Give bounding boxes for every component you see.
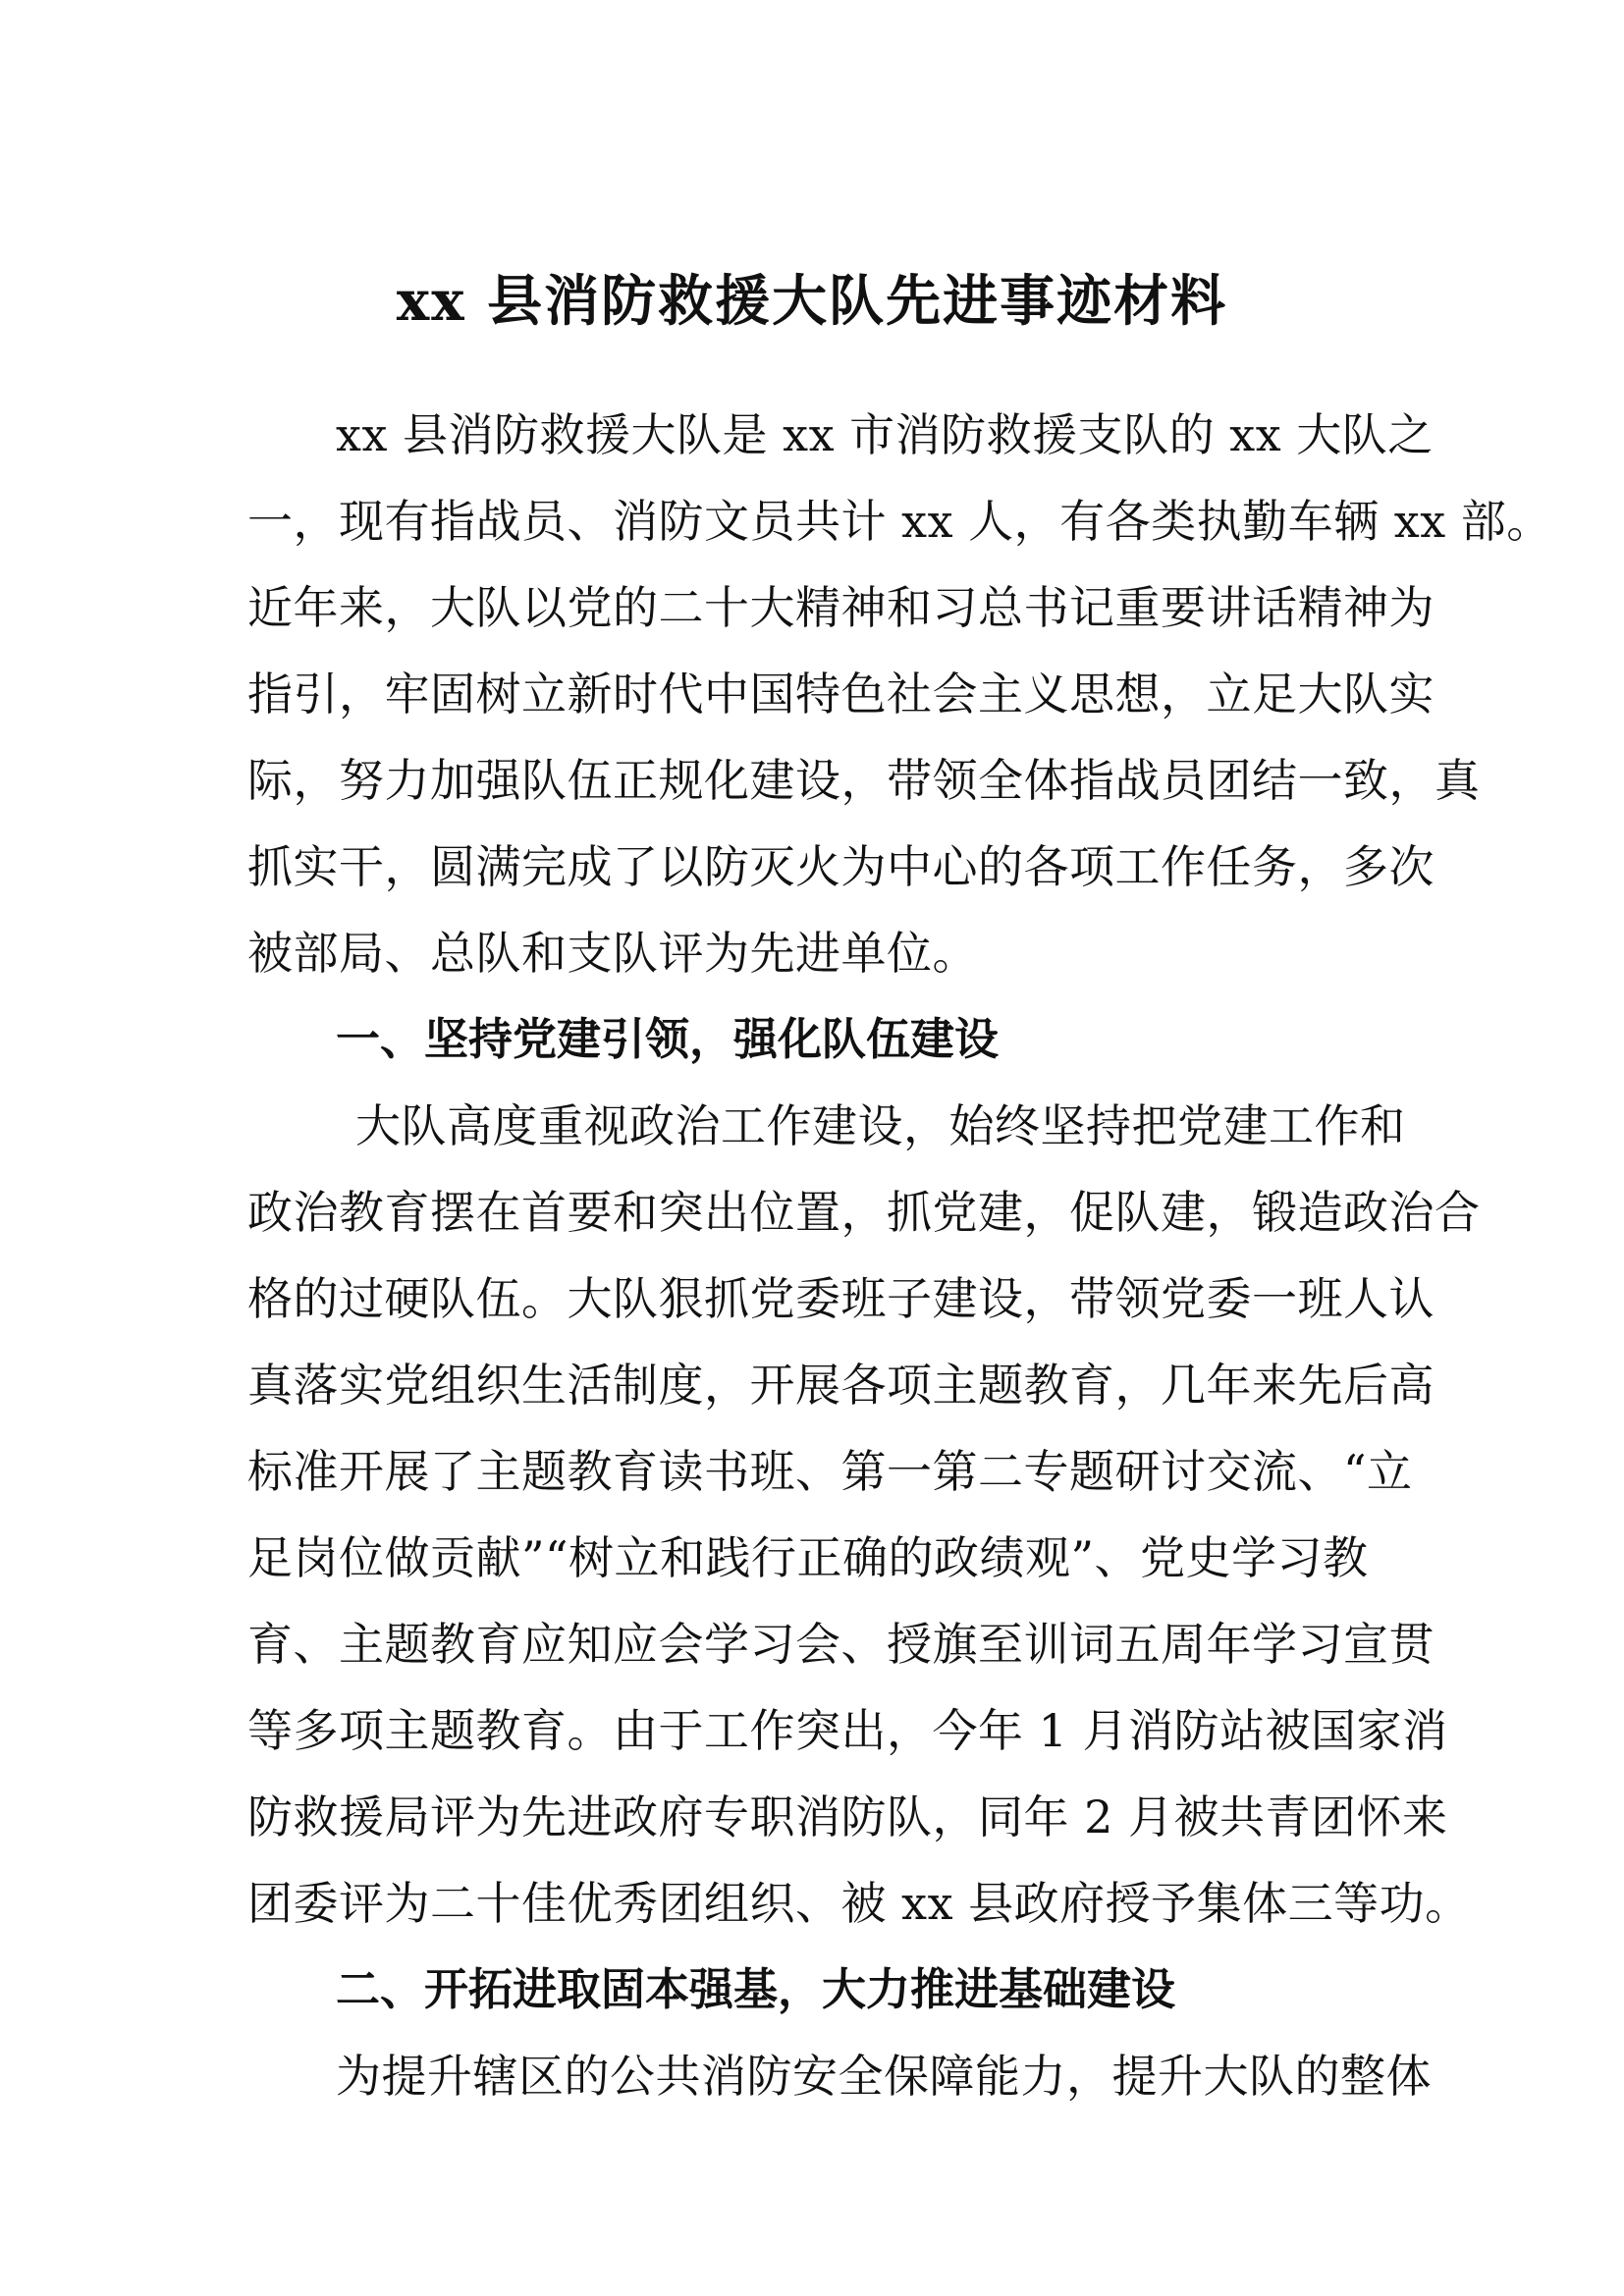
intro-line-5: 际，努力加强队伍正规化建设，带领全体指战员团结一致，真 [247,754,1481,807]
intro-line-4: 指引，牢固树立新时代中国特色社会主义思想，立足大队实 [247,667,1435,721]
intro-line-7: 被部局、总队和支队评为先进单位。 [247,927,978,980]
section-1-line-7: 育、主题教育应知应会学习会、授旗至训词五周年学习宣贯 [247,1618,1435,1671]
intro-line-3: 近年来，大队以党的二十大精神和习总书记重要讲话精神为 [247,581,1435,634]
document-title: xx 县消防救援大队先进事迹材料 [396,269,1228,334]
intro-line-6: 抓实干，圆满完成了以防灭火为中心的各项工作任务，多次 [247,840,1435,893]
section-1-line-6: 足岗位做贡献”“树立和践行正确的政绩观”、党史学习教 [247,1531,1369,1584]
section-1-line-9: 防救援局评为先进政府专职消防队，同年 2 月被共青团怀来 [247,1790,1448,1843]
section-1-line-10: 团委评为二十佳优秀团组织、被 xx 县政府授予集体三等功。 [247,1877,1471,1930]
section-1-line-4: 真落实党组织生活制度，开展各项主题教育，几年来先后高 [247,1359,1435,1412]
intro-line-2: 一，现有指战员、消防文员共计 xx 人，有各类执勤车辆 xx 部。 [247,495,1552,548]
section-2-heading: 二、开拓进取固本强基，大力推进基础建设 [336,1963,1176,2015]
section-1-line-8: 等多项主题教育。由于工作突出，今年 1 月消防站被国家消 [247,1704,1448,1757]
section-2-line-1: 为提升辖区的公共消防安全保障能力，提升大队的整体 [336,2050,1432,2103]
intro-line-1: xx 县消防救援大队是 xx 市消防救援支队的 xx 大队之 [336,408,1434,461]
section-1-line-3: 格的过硬队伍。大队狠抓党委班子建设，带领党委一班人认 [247,1272,1435,1325]
section-1-heading: 一、坚持党建引领，强化队伍建设 [336,1013,1000,1065]
section-1-line-5: 标准开展了主题教育读书班、第一第二专题研讨交流、“立 [247,1445,1413,1498]
section-1-line-1: 大队高度重视政治工作建设，始终坚持把党建工作和 [355,1099,1406,1152]
section-1-line-2: 政治教育摆在首要和突出位置，抓党建，促队建，锻造政治合 [247,1186,1481,1239]
